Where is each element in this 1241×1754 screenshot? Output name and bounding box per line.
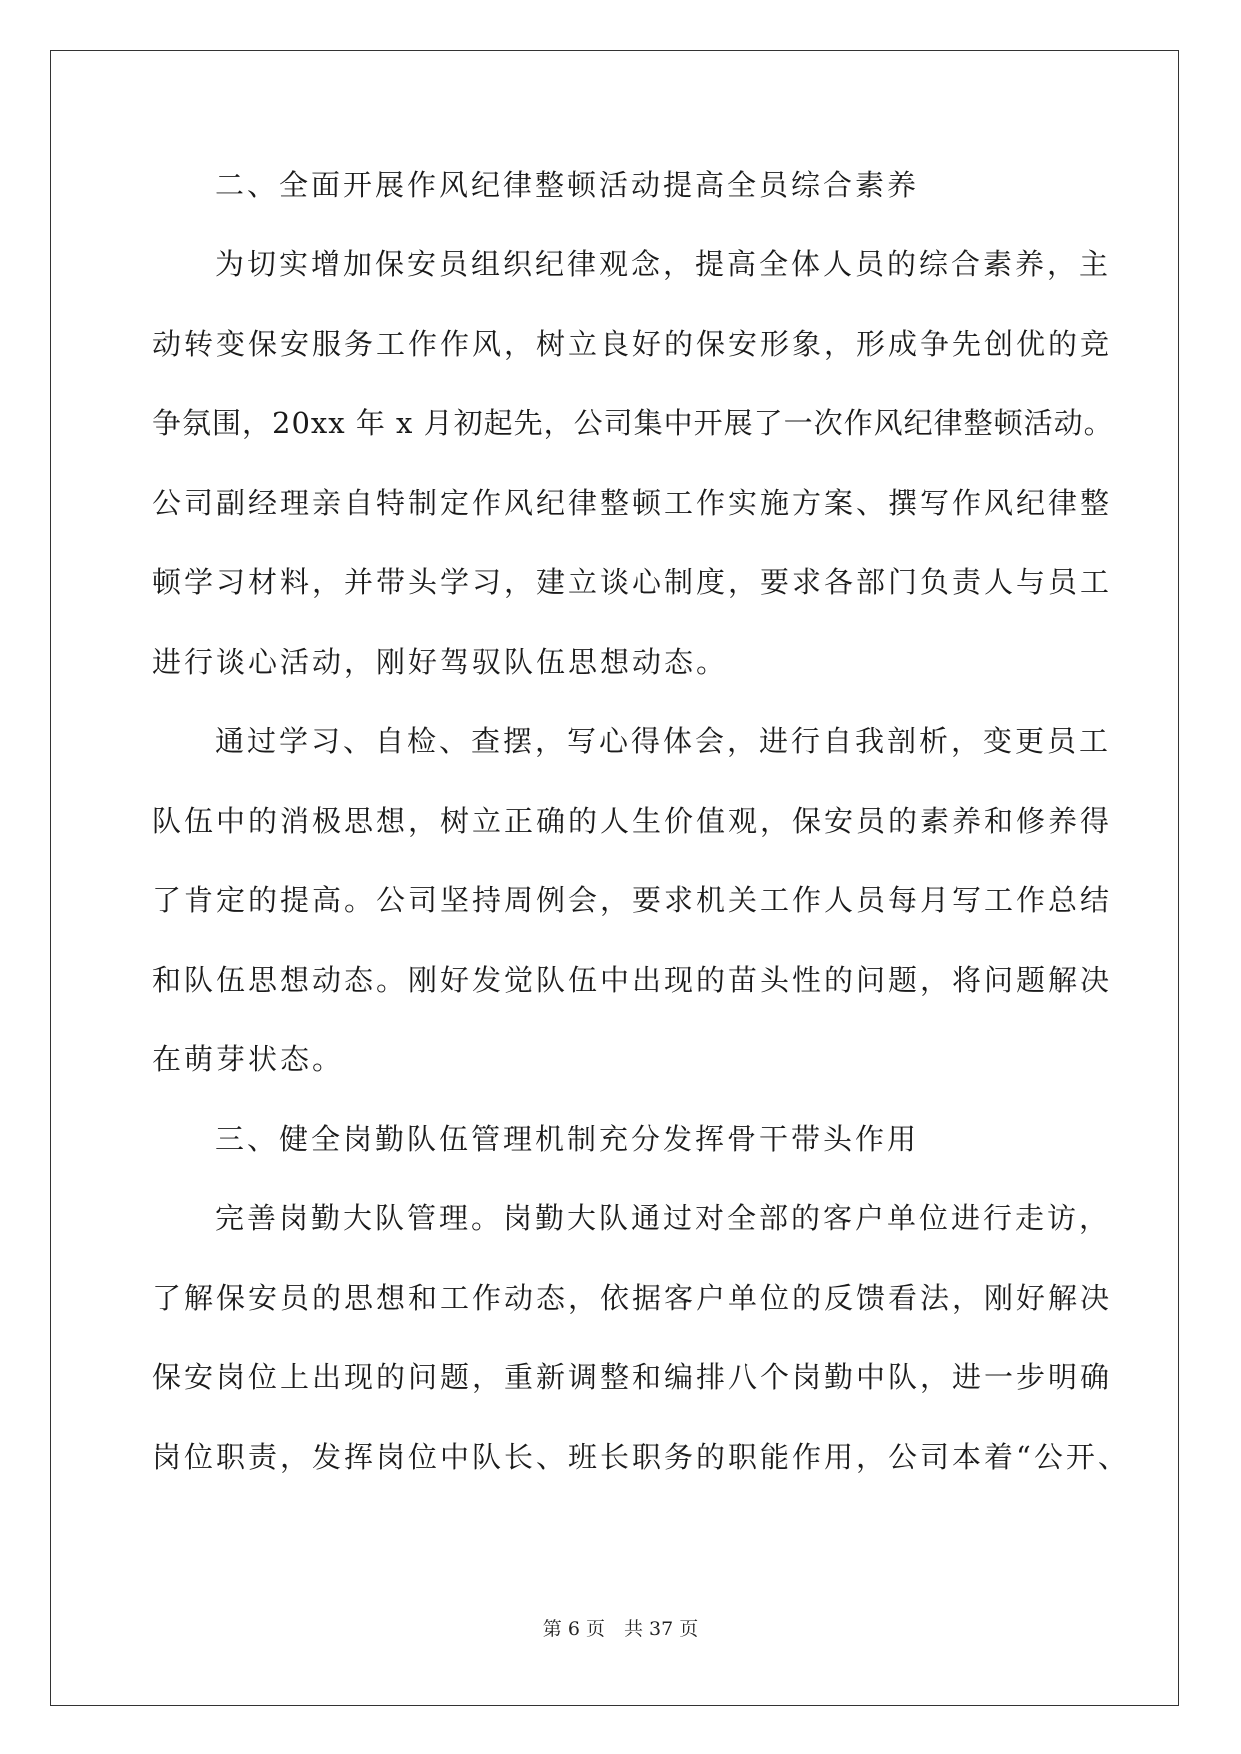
section-heading-2: 二、全面开展作风纪律整顿活动提高全员综合素养: [215, 168, 920, 202]
paragraph-line: 顿学习材料，并带头学习，建立谈心制度，要求各部门负责人与员工: [152, 565, 1113, 599]
paragraph-line: 完善岗勤大队管理。岗勤大队通过对全部的客户单位进行走访，: [215, 1201, 1112, 1235]
paragraph-line: 队伍中的消极思想，树立正确的人生价值观，保安员的素养和修养得: [152, 804, 1113, 838]
paragraph-line: 岗位职责，发挥岗位中队长、班长职务的职能作用，公司本着“公开、: [152, 1440, 1130, 1474]
paragraph-line: 在萌芽状态。: [152, 1042, 345, 1076]
paragraph-line: 动转变保安服务工作作风，树立良好的保安形象，形成争先创优的竞: [152, 327, 1113, 361]
paragraph-line: 了解保安员的思想和工作动态，依据客户单位的反馈看法，刚好解决: [152, 1281, 1113, 1315]
paragraph-line: 保安岗位上出现的问题，重新调整和编排八个岗勤中队，进一步明确: [152, 1360, 1113, 1394]
paragraph-line: 为切实增加保安员组织纪律观念，提高全体人员的综合素养，主: [215, 247, 1112, 281]
paragraph-line: 进行谈心活动，刚好驾驭队伍思想动态。: [152, 645, 729, 679]
paragraph-line: 公司副经理亲自特制定作风纪律整顿工作实施方案、撰写作风纪律整: [152, 486, 1113, 520]
paragraph-line: 争氛围，20xx 年 x 月初起先，公司集中开展了一次作风纪律整顿活动。: [152, 406, 1114, 440]
page-number-footer: 第 6 页 共 37 页: [542, 1618, 699, 1640]
section-heading-3: 三、健全岗勤队伍管理机制充分发挥骨干带头作用: [215, 1122, 920, 1156]
paragraph-line: 通过学习、自检、查摆，写心得体会，进行自我剖析，变更员工: [215, 724, 1112, 758]
paragraph-line: 了肯定的提高。公司坚持周例会，要求机关工作人员每月写工作总结: [152, 883, 1113, 917]
paragraph-line: 和队伍思想动态。刚好发觉队伍中出现的苗头性的问题，将问题解决: [152, 963, 1113, 997]
